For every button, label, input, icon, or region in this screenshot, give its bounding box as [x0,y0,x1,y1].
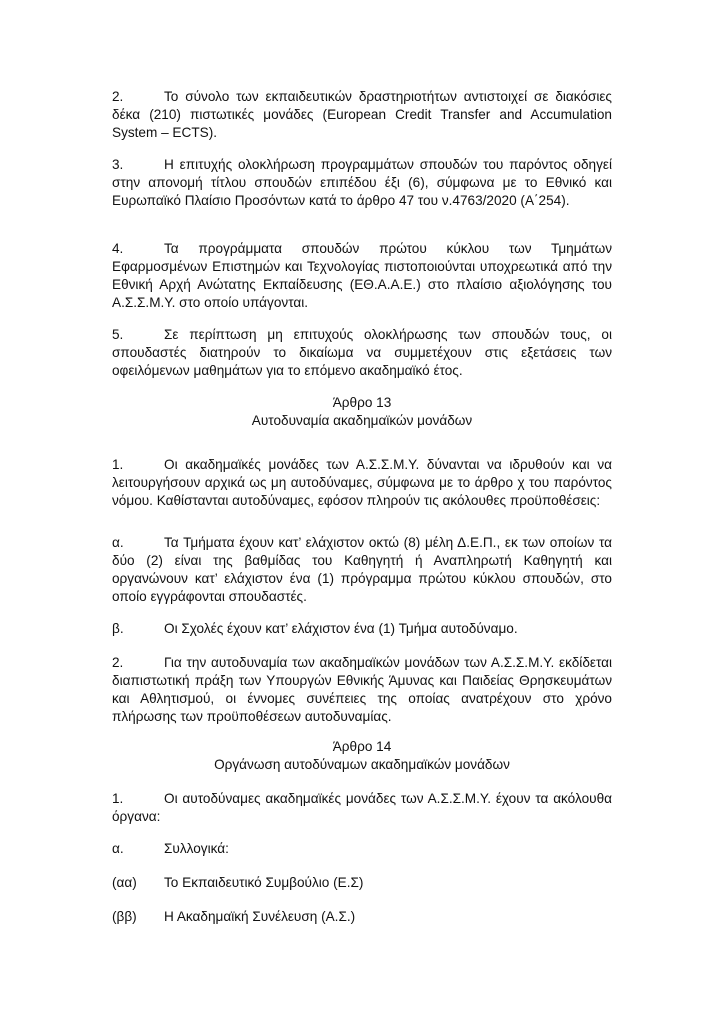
paragraph-4 [112,240,612,312]
item-label: β. [112,621,124,636]
item-label: (αα) [112,875,137,890]
paragraph-text: Σε περίπτωση μη επιτυχούς ολοκλήρωσης των σπουδών τους, οι σπουδαστές διατηρούν το δικαίωμα να συμμετέχουν στις εξετάσεις των οφειλόμενων μαθημάτων για το επόμενο ακαδημαϊκό έτος. [112,327,612,378]
paragraph-text: Οι ακαδημαϊκές μονάδες των Α.Σ.Σ.Μ.Υ. δύνανται να ιδρυθούν και να λειτουργήσουν αρχικά ως μη αυτοδύναμες, σύμφωνα με το άρθρο χ του παρόντος νόμου. Καθίστανται αυτοδύναμες, εφόσον πληρούν τις ακόλουθες προϋποθέσεις: [112,457,612,508]
paragraph-text: Οι αυτοδύναμες ακαδημαϊκές μονάδες των Α.Σ.Σ.Μ.Υ. έχουν τα ακόλουθα όργανα: [112,791,612,824]
paragraph-number: 2. [112,655,124,670]
paragraph-text: Για την αυτοδυναμία των ακαδημαϊκών μονάδων των Α.Σ.Σ.Μ.Υ. εκδίδεται διαπιστωτική πράξη των Υπουργών Εθνικής Άμυνας και Παιδείας Θρησκευμάτων και Αθλητισμού, οι έννομες συνέπειες της οποίας ανατρέχουν στο χρόνο πλήρωσης των προϋποθέσεων αυτοδυναμίας. [112,655,612,724]
article-14-title: Οργάνωση αυτοδύναμων ακαδημαϊκών μονάδων [214,757,510,772]
paragraph-number: 5. [112,327,124,342]
paragraph-number: 3. [112,157,124,172]
item-text: Τα Τμήματα έχουν κατ’ ελάχιστον οκτώ (8) μέλη Δ.Ε.Π., εκ των οποίων τα δύο (2) είναι της βαθμίδας του Καθηγητή ή Αναπληρωτή Καθηγητή και οργανώνουν κατ’ ελάχιστον ένα (1) πρόγραμμα πρώτου κύκλου σπουδών, στο οποίο εγγράφονται σπουδαστές. [112,535,612,604]
item-label: α. [112,841,124,856]
article-14-paragraph-1 [112,790,612,826]
article-13-paragraph-1 [112,456,612,510]
paragraph-number: 2. [112,89,124,104]
item-text: Το Εκπαιδευτικό Συμβούλιο (Ε.Σ) [164,875,364,890]
paragraph-text: Τα προγράμματα σπουδών πρώτου κύκλου των Τμημάτων Εφαρμοσμένων Επιστημών και Τεχνολογίας πιστοποιούνται υποχρεωτικά από την Εθνική Αρχή Ανώτατης Εκπαίδευσης (ΕΘ.Α.Α.Ε.) στο πλαίσιο αξιολόγησης του Α.Σ.Σ.Μ.Υ. στο οποίο υπάγονται. [112,241,612,310]
paragraph-5 [112,326,612,380]
article-13-heading: Άρθρο 13 [332,395,392,410]
item-text: Συλλογικά: [164,841,229,856]
article-13-paragraph-2 [112,654,612,726]
article-14-item-a [112,840,612,858]
paragraph-number: 4. [112,241,124,256]
item-label: α. [112,535,124,550]
paragraph-number: 1. [112,791,124,806]
article-13-title: Αυτοδυναμία ακαδημαϊκών μονάδων [251,413,473,428]
paragraph-text: Το σύνολο των εκπαιδευτικών δραστηριοτήτων αντιστοιχεί σε διακόσιες δέκα (210) πιστωτικές μονάδες (European Credit Transfer and Accumulation System – ECTS). [112,89,612,140]
paragraph-2 [112,88,612,142]
item-text: Οι Σχολές έχουν κατ’ ελάχιστον ένα (1) Τμήμα αυτοδύναμο. [164,621,518,636]
paragraph-number: 1. [112,457,124,472]
item-label: (ββ) [112,909,137,924]
item-text: Η Ακαδημαϊκή Συνέλευση (Α.Σ.) [164,909,356,924]
paragraph-3 [112,156,612,210]
article-14-item-bb [112,908,612,926]
paragraph-text: Η επιτυχής ολοκλήρωση προγραμμάτων σπουδών του παρόντος οδηγεί στην απονομή τίτλου σπουδών επιπέδου έξι (6), σύμφωνα με το Εθνικό και Ευρωπαϊκό Πλαίσιο Προσόντων κατά το άρθρο 47 του ν.4763/2020 (Α΄254). [112,157,612,208]
article-14-item-aa [112,874,612,892]
article-13-item-b [112,620,612,638]
article-13-item-a [112,534,612,606]
article-14-heading: Άρθρο 14 [332,739,392,754]
